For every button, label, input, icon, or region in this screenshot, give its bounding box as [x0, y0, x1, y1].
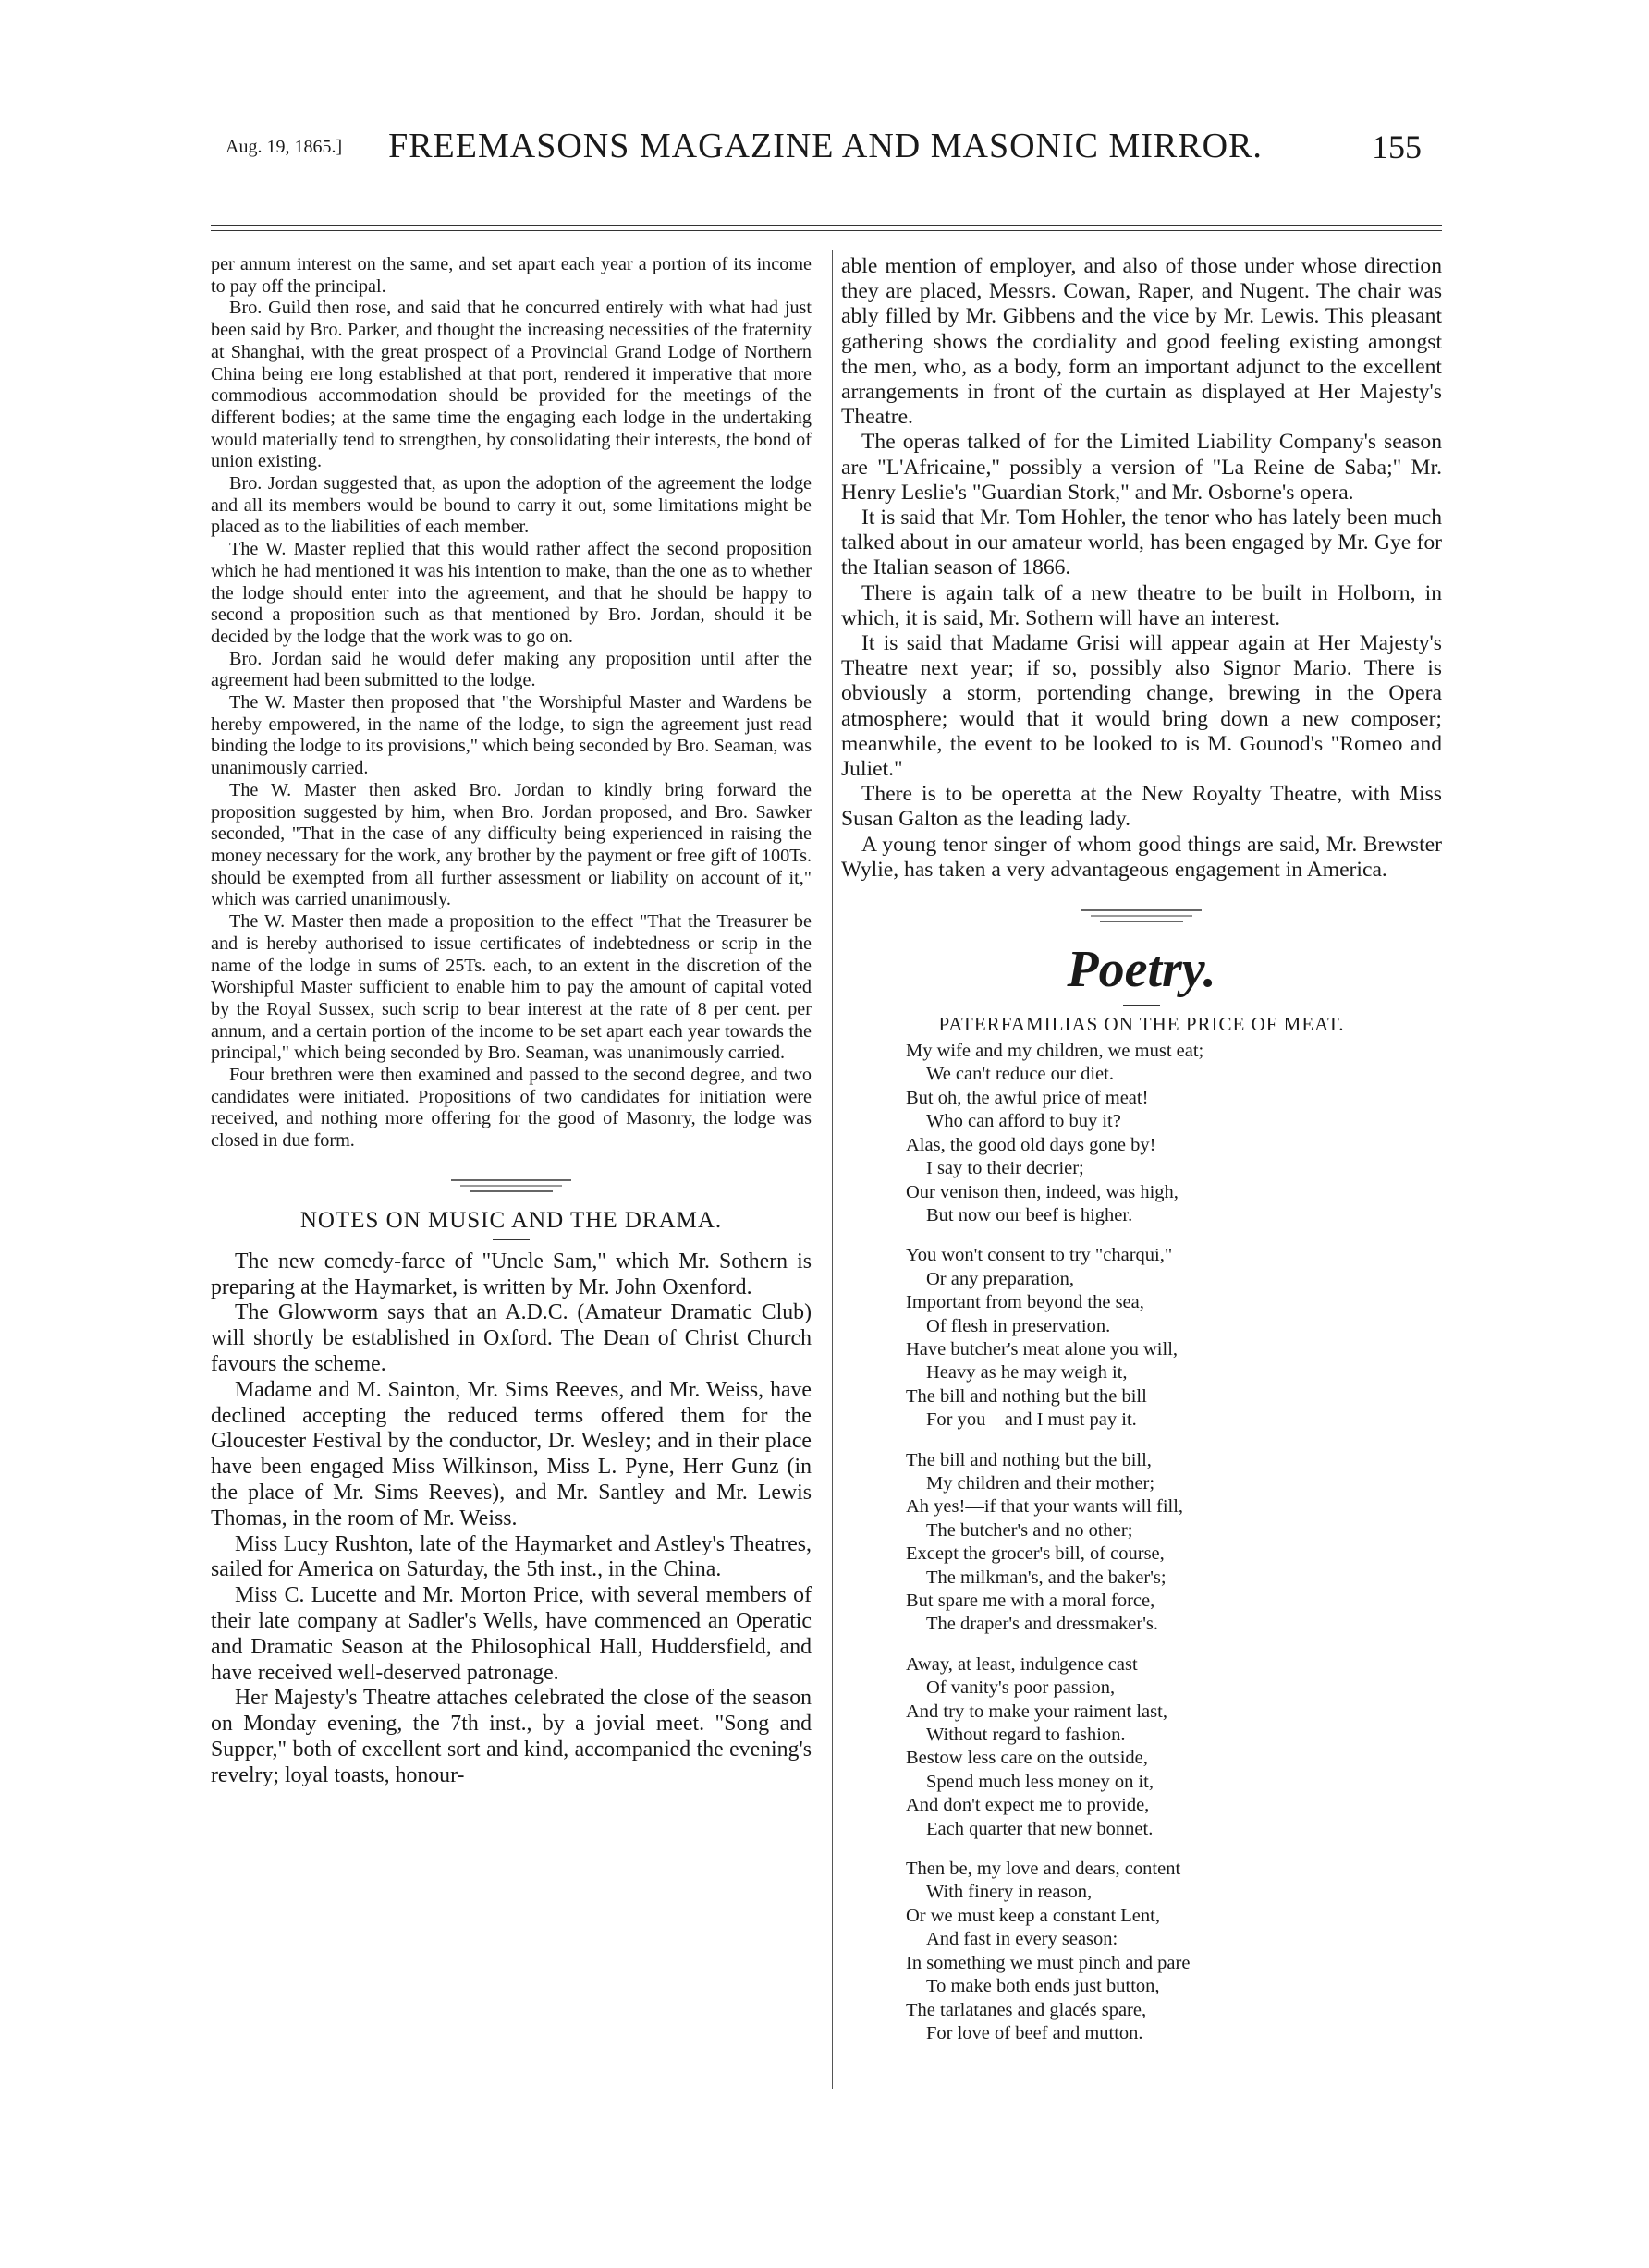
paragraph: Bro. Guild then rose, and said that he concurred entirely with what had just been said by Bro. Parker, and thought the increasing necessities of the fraternity at Shanghai, with the great prospect of a Provincial Grand Lodge of Northern China being ere long established at that port, rendered it imperative that more commodious accommodation should be provided for the meetings of the different bodies; at the same time the engaging each lodge in the undertaking would materially tend to strengthen, by consolidating their interests, the bond of union existing. [211, 298, 812, 472]
paragraph: It is said that Madame Grisi will appear again at Her Majesty's Theatre next year; if so, possibly also Signor Mario. There is obviously a storm, portending change, brewing in the Opera atmosphere; would that it would bring down a new composer; meanwhile, the event to be looked to is M. Gounod's "Romeo and Juliet." [841, 631, 1442, 782]
masthead-title: FREEMASONS MAGAZINE AND MASONIC MIRROR. [388, 127, 1263, 165]
left-column [211, 254, 812, 1789]
header-rule-top [211, 225, 1442, 226]
paragraph: A young tenor singer of whom good things are said, Mr. Brewster Wylie, has taken a very advantageous engagement in America. [841, 832, 1442, 882]
paragraph: Madame and M. Sainton, Mr. Sims Reeves, and Mr. Weiss, have declined accepting the reduced terms offered them for the Gloucester Festival by the conductor, Dr. Wesley; and in their place have been engaged Miss Wilkinson, Miss L. Pyne, Herr Gunz (in the place of Mr. Sims Reeves), and Mr. Santley and Mr. Lewis Thomas, in the room of Mr. Weiss. [211, 1377, 812, 1530]
poem-line: I say to their decrier; [926, 1158, 1084, 1179]
paragraph: The operas talked of for the Limited Liability Company's season are "L'Africaine," possibly a version of "La Reine de Saba;" Mr. Henry Leslie's "Guardian Stork," and Mr. Osborne's opera. [841, 430, 1442, 505]
poem-line: To make both ends just button, [926, 1976, 1160, 1997]
paragraph: The W. Master then made a proposition to the effect "That the Treasurer be and is hereby authorised to issue certificates of indebtedness or scrip in the name of the lodge in sums of 25Ts. each, to an extent in the discretion of the Worshipful Master sufficient to enable him to pay the amount of capital voted by the Royal Sussex, such scrip to bear interest at the rate of 8 per cent. per annum, and a certain portion of the income to be set apart each year towards the principal," which being seconded by Bro. Seaman, was unanimously carried. [211, 911, 812, 1064]
paragraph: per annum interest on the same, and set apart each year a portion of its income to pay off the principal. [211, 254, 812, 297]
poem-stanza [906, 1244, 1442, 1432]
poem-line: My children and their mother; [926, 1472, 1155, 1494]
poem-line: Then be, my love and dears, content [906, 1859, 1181, 1880]
paragraph: The W. Master then asked Bro. Jordan to kindly bring forward the proposition suggested by him, when Bro. Jordan proposed, and Bro. Sawker seconded, "That in the case of any difficulty being experienced in raising the money necessary for the work, any brother by the payment or free gift of 100Ts. should be exempted from all further assessment or liability on account of it," which was carried unanimously. [211, 779, 812, 910]
paragraph: Four brethren were then examined and passed to the second degree, and two candidates were initiated. Propositions of two candidates for initiation were received, and nothing more offering for the good of Masonry, the lodge was closed in due form. [211, 1065, 812, 1152]
poem-line: And try to make your raiment last, [906, 1701, 1167, 1722]
paragraph: Her Majesty's Theatre attaches celebrated the close of the season on Monday evening, the 7th inst., by a jovial meet. "Song and Supper," both of excellent sort and kind, accompanied the evening's revelry; loyal toasts, honour- [211, 1686, 812, 1787]
poem-line: Alas, the good old days gone by! [906, 1134, 1156, 1155]
poem-line: The draper's and dressmaker's. [926, 1614, 1159, 1635]
poem-line: Heavy as he may weigh it, [926, 1362, 1128, 1384]
poetry-separator-ornament [1081, 907, 1202, 927]
poem-line: In something we must pinch and pare [906, 1952, 1191, 1973]
section-separator-ornament [451, 1177, 571, 1197]
paragraph: There is again talk of a new theatre to be built in Holborn, in which, it is said, Mr. Sothern will have an interest. [841, 580, 1442, 630]
poem-line: But spare me with a moral force, [906, 1591, 1155, 1612]
issue-date: Aug. 19, 1865.] [226, 137, 343, 157]
lodge-report [211, 254, 812, 1152]
paragraph: able mention of employer, and also of those under whose direction they are placed, Messrs. Cowan, Raper, and Nugent. The chair was ably filled by Mr. Gibbens and the vice by Mr. Lewis. This pleasant gathering shows the cordiality and good feeling existing amongst the men, who, as a body, form an important adjunct to the excellent arrangements in front of the curtain as displayed at Her Majesty's Theatre. [841, 254, 1442, 430]
paragraph: The new comedy-farce of "Uncle Sam," which Mr. Sothern is preparing at the Haymarket, is written by Mr. John Oxenford. [211, 1249, 812, 1299]
poem-line: The milkman's, and the baker's; [926, 1567, 1167, 1588]
poem-title: PATERFAMILIAS ON THE PRICE OF MEAT. [938, 1013, 1345, 1036]
music-notes [211, 1250, 812, 1789]
poem-stanza [906, 1449, 1442, 1637]
poem-line: And fast in every season: [926, 1929, 1118, 1950]
poem-line: Or any preparation, [926, 1268, 1074, 1289]
right-column [841, 254, 1442, 2062]
paragraph: It is said that Mr. Tom Hohler, the tenor who has lately been much talked about in our amateur world, has been engaged by Mr. Gye for the Italian season of 1866. [841, 506, 1442, 580]
poem-line: We can't reduce our diet. [926, 1064, 1114, 1085]
paragraph: Miss C. Lucette and Mr. Morton Price, with several members of their late company at Sadler's Wells, have commenced an Operatic and Dramatic Season at the Philosophical Hall, Huddersfield, and have received well-deserved patronage. [211, 1583, 812, 1685]
poem-line: Spend much less money on it, [926, 1771, 1154, 1792]
poem-line: Important from beyond the sea, [906, 1292, 1144, 1313]
poem-line: With finery in reason, [926, 1882, 1093, 1903]
poetry-underline [1123, 1005, 1160, 1006]
poem-line: Away, at least, indulgence cast [906, 1653, 1138, 1675]
poem-line: The tarlatanes and glacés spare, [906, 1999, 1147, 2020]
paragraph: Bro. Jordan suggested that, as upon the adoption of the agreement the lodge and all its members would be bound to carry it out, some limitations might be placed as to the liabilities of each member. [211, 473, 812, 538]
poem-line: For you—and I must pay it. [926, 1409, 1137, 1431]
poem-stanza [906, 1653, 1442, 1841]
poem-line: The butcher's and no other; [926, 1519, 1133, 1541]
poem-line: My wife and my children, we must eat; [906, 1041, 1204, 1062]
poem-line: Of vanity's poor passion, [926, 1677, 1116, 1699]
music-drama-heading: NOTES ON MUSIC AND THE DRAMA. [299, 1207, 723, 1233]
poem-line: Bestow less care on the outside, [906, 1748, 1148, 1769]
paragraph: The Glowworm says that an A.D.C. (Amateur Dramatic Club) will shortly be established in Oxford. The Dean of Christ Church favours the scheme. [211, 1300, 812, 1377]
poem-line: Who can afford to buy it? [926, 1111, 1121, 1132]
poem-line: Each quarter that new bonnet. [926, 1818, 1154, 1839]
page-header [209, 128, 1442, 183]
poem-line: But oh, the awful price of meat! [906, 1087, 1149, 1108]
poem-stanza [906, 1040, 1442, 1227]
poem-line: But now our beef is higher. [926, 1204, 1133, 1225]
heading-underline [493, 1239, 530, 1240]
poem-line: Ah yes!—if that your wants will fill, [906, 1496, 1184, 1518]
poem-line: Without regard to fashion. [926, 1725, 1126, 1746]
page-number: 155 [1372, 128, 1422, 165]
column-divider [832, 250, 833, 2089]
header-rule-bottom [211, 230, 1442, 231]
poem-line: Of flesh in preservation. [926, 1315, 1111, 1336]
poem-line: And don't expect me to provide, [906, 1795, 1150, 1816]
paragraph: Miss Lucy Rushton, late of the Haymarket and Astley's Theatres, sailed for America on Saturday, the 5th inst., in the China. [211, 1531, 812, 1582]
paragraph: There is to be operetta at the New Royalty Theatre, with Miss Susan Galton as the leading lady. [841, 782, 1442, 832]
poetry-heading: Poetry. [1067, 941, 1216, 999]
poem-line: Or we must keep a constant Lent, [906, 1905, 1160, 1926]
paragraph: Bro. Jordan said he would defer making any proposition until after the agreement had been submitted to the lodge. [211, 648, 812, 691]
poem-line: For love of beef and mutton. [926, 2022, 1143, 2043]
poem-line: Have butcher's meat alone you will, [906, 1338, 1179, 1360]
paragraph: The W. Master replied that this would rather affect the second proposition which he had mentioned it was his intention to make, than the one as to whether the lodge should enter into the agreement, and that he should be happy to second a proposition such as that mentioned by Bro. Jordan, should it be decided by the lodge that the work was to go on. [211, 539, 812, 647]
poem-line: You won't consent to try "charqui," [906, 1245, 1173, 1266]
poem-line: Except the grocer's bill, of course, [906, 1543, 1165, 1565]
poem-line: Our venison then, indeed, was high, [906, 1181, 1179, 1202]
poem-line: The bill and nothing but the bill, [906, 1449, 1152, 1470]
poem-stanza [906, 1858, 1442, 2045]
paragraph: The W. Master then proposed that "the Worshipful Master and Wardens be hereby empowered, in the name of the lodge, to sign the agreement just read binding the lodge to its provisions," which being seconded by Bro. Seaman, was unanimously carried. [211, 692, 812, 779]
poem-line: The bill and nothing but the bill [906, 1385, 1147, 1407]
